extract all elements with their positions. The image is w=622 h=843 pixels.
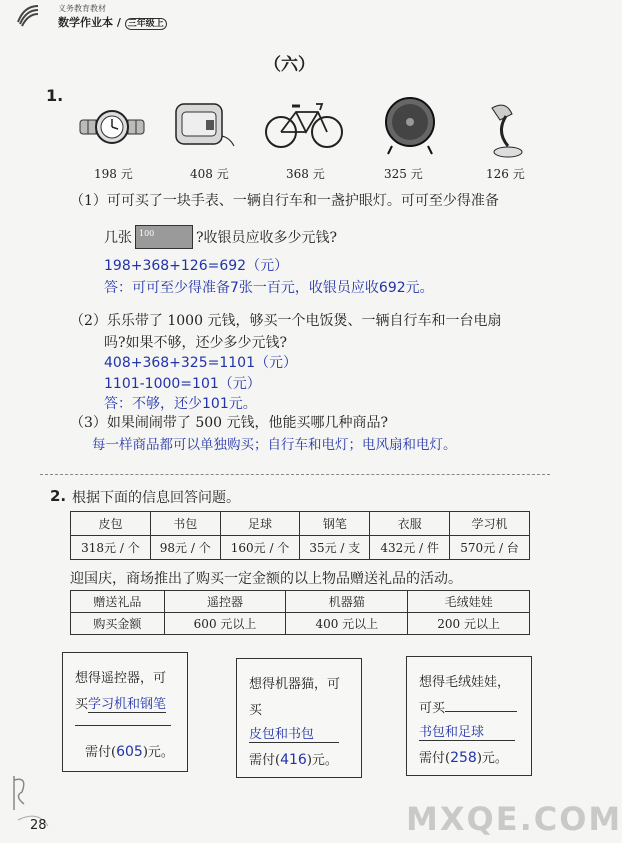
goods-header: 钢笔 [300,512,370,536]
sub3-text: 如果闹闹带了 500 元钱，他能买哪几种商品? [106,415,389,431]
answer-box-robot-cat [236,658,362,778]
price-rice-cooker: 408 元 [190,167,229,181]
goods-header: 书包 [150,512,220,536]
q1-sub1-line2 [104,225,337,249]
goods-header: 学习机 [450,512,530,536]
answer-box-remote [62,652,188,772]
goods-table [70,511,530,560]
sub1-answer-calc: 198+368+126=692（元） [104,258,289,274]
banknote-icon [135,225,193,249]
q1-sub1 [70,190,499,210]
box-pay: 需付(416)元。 [249,752,338,768]
box-answer: 学习机和钢笔 [88,693,166,713]
gift-cell: 毛绒娃娃 [408,591,530,613]
amount-cell: 400 元以上 [286,613,408,635]
box-pay-value: 258 [450,750,477,766]
rice-cooker-icon [172,98,238,154]
sub2-text2: 吗?如果不够，还少多少元钱? [104,335,288,351]
sub3-answer: 每一样商品都可以单独购买；自行车和电灯；电风扇和电灯。 [92,437,457,453]
gift-cell: 赠送礼品 [71,591,165,613]
goods-price-row [71,536,530,560]
sub2-calc1: 408+368+325=1101（元） [104,355,297,371]
sub2-answer: 答：不够，还少101元。 [104,396,257,412]
sub2-label: （2） [70,313,107,329]
goods-price: 432元 / 件 [370,536,450,560]
box-line1: 想得遥控器，可 [75,671,167,686]
amount-cell: 600 元以上 [164,613,286,635]
gift-cell: 机器猫 [286,591,408,613]
price-bicycle: 368 元 [286,167,325,181]
q1-number: 1. [46,86,64,105]
box-line2: 买学习机和钢笔 [75,693,166,713]
book-title: 数学作业本 / 三年级上 [58,14,167,30]
price-watch: 198 元 [94,167,133,181]
q2-number: 2. [50,487,67,505]
sub1-text3: ?收银员应收多少元钱? [196,230,338,246]
goods-price: 98元 / 个 [150,536,220,560]
box-blank [75,725,171,726]
price-lamp: 126 元 [486,167,525,181]
goods-header: 足球 [220,512,300,536]
amount-row [71,613,530,635]
gift-cell: 遥控器 [164,591,286,613]
book-name: 数学作业本 [58,16,113,29]
answer-box-plush-doll [406,656,532,776]
gift-row [71,591,530,613]
box-pay-value: 605 [116,744,143,760]
goods-price: 35元 / 支 [300,536,370,560]
goods-header: 皮包 [71,512,151,536]
section-title: （六） [264,55,315,75]
box-pay: 需付(258)元。 [419,750,508,766]
goods-price: 570元 / 台 [450,536,530,560]
amount-cell: 购买金额 [71,613,165,635]
box-answer: 皮包和书包 [249,723,339,743]
box-line2: 可买 [419,697,517,716]
promo-text: 迎国庆，商场推出了购买一定金额的以上物品赠送礼品的活动。 [70,571,462,587]
q1-sub2 [70,310,501,330]
grade-label: 三年级上 [125,18,167,30]
sub2-text1: 乐乐带了 1000 元钱，够买一个电饭煲、一辆自行车和一台电扇 [106,313,502,329]
bicycle-icon [264,98,344,154]
box-answer: 书包和足球 [419,721,515,741]
desk-lamp-icon [486,102,526,164]
watch-icon [78,104,146,154]
sub1-answer-text: 答：可可至少得准备7张一百元，收银员应收692元。 [104,280,434,296]
sub1-text1: 可可买了一块手表、一辆自行车和一盏护眼灯。可可至少得准备 [106,193,499,209]
sub2-calc2: 1101-1000=101（元） [104,376,261,392]
price-fan: 325 元 [384,167,423,181]
box-pay-value: 416 [280,752,307,768]
fan-icon [382,96,438,160]
sub1-label: （1） [70,193,107,209]
box-line1: 想得机器猫，可 [249,677,341,692]
goods-header: 衣服 [370,512,450,536]
goods-header-row [71,512,530,536]
gift-table [70,590,530,635]
box-pay: 需付(605)元。 [85,744,174,760]
banknote-value: 100 [139,229,155,238]
series-logo [14,2,40,28]
page-number: 28 [30,818,47,833]
section-divider [40,474,550,475]
q1-sub3 [70,412,388,432]
box-line2: 买 [249,703,263,718]
amount-cell: 200 元以上 [408,613,530,635]
sub3-label: （3） [70,415,107,431]
sub1-text2: 几张 [104,230,132,246]
q2-intro: 根据下面的信息回答问题。 [72,490,240,506]
box-line1: 想得毛绒娃娃， [419,675,511,690]
series-text: 义务教育教材 [58,4,106,13]
watermark: MXQE.COM [406,800,622,838]
goods-price: 160元 / 个 [220,536,300,560]
goods-price: 318元 / 个 [71,536,151,560]
